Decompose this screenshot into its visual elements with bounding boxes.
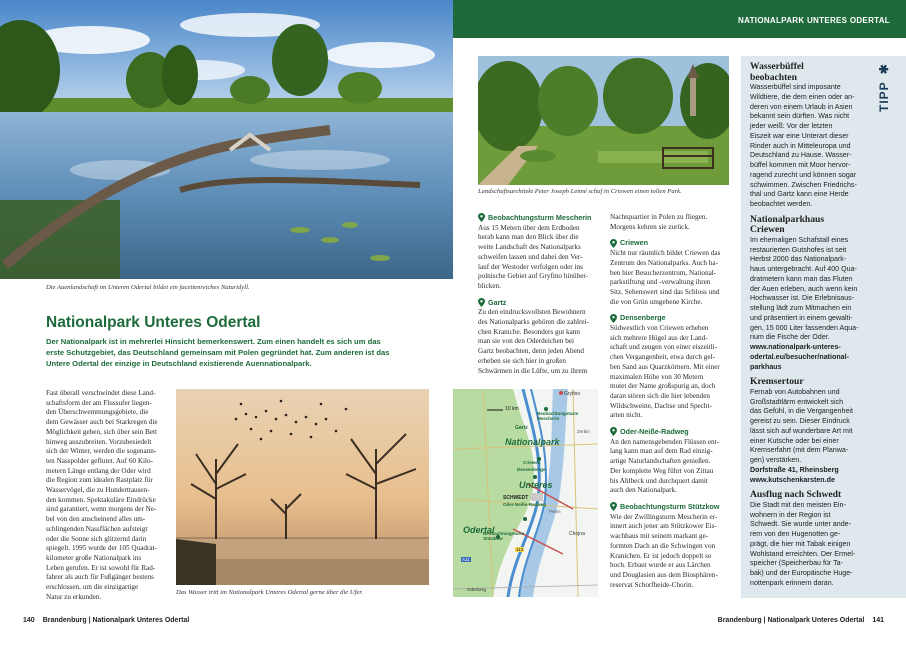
map-label-chojna: Chojna bbox=[569, 531, 585, 537]
park-photo-caption: Landschaftsarchitekt Peter Joseph Lenné schuf in Criewen einen tollen Park. bbox=[478, 188, 682, 195]
poi-line: die von Grün umgebene Kirche. bbox=[610, 297, 703, 306]
tipp-text: Die Stadt mit den meisten Ein- wohnern in der Region ist Schwedt. Sie wurde unter ande- rem von den Hugenotten ge- prägt, die hier mit Tabak einigen Wohlstand erreichten. Der Ermel- speicher (Speicherbau für Ta- bak) und der Europäische Huge- nottenpark erinnern daran. bbox=[750, 500, 856, 587]
body-line: spiegelt. 1995 wurde der 105 Quadrat- bbox=[46, 544, 157, 553]
tipp-tab bbox=[873, 58, 899, 114]
map-label-stuetzkow: Beobachtungsturm Stützkow bbox=[483, 531, 525, 541]
poi-line: formten Dach an die Schwingen von bbox=[610, 541, 716, 550]
river-landscape-photo bbox=[0, 0, 453, 279]
footer-running-title-right: Brandenburg | Nationalpark Unteres Odertal bbox=[717, 617, 865, 624]
poi-line: Wildschweine, Dachse und Specht- bbox=[610, 401, 712, 410]
lead-line: Der Nationalpark ist in mehrerlei Hinsicht bemerkenswert. Zum einen handelt es sich um das bbox=[46, 337, 381, 346]
map-label-gryfino: Gryfino bbox=[564, 391, 581, 397]
map-pin-icon bbox=[610, 427, 617, 436]
tipp-text: Wasserbüffel sind imposante Wildtiere, die dem einen oder an- deren von einem Urlaub in Asien bekannt sein dürften. Was nicht jeder weiß: Vor der letzten Eiszeit war eine Unterart dieser Rinder auch in Mitteleuropa und Deutschland zu Hause. Wasser- büffel kommen mit Moor hervor- ragend zurecht und können sogar schwimmen. Zwischen Friedrichs- thal und Gartz kann eine Herde beobachtet werden. bbox=[750, 83, 857, 208]
poi-line: bis Ahlbeck und durchquert damit bbox=[610, 476, 708, 485]
poi-line: ben hier Besucherzentrum, National- bbox=[610, 268, 717, 277]
body-line: sich der Winter, werden die sogenann- bbox=[46, 447, 157, 456]
poi-title-stuetzkow: Beobachtungsturm Stützkow bbox=[610, 502, 730, 512]
tipp-link[interactable]: www.kutschenkarsten.de bbox=[750, 475, 835, 484]
map-pin-icon bbox=[478, 213, 485, 222]
poi-line: man sie von den Oderdeichen bei bbox=[478, 337, 574, 346]
body-line: fahrer als auch für Fußgänger bestens bbox=[46, 573, 154, 582]
poi-line: schaft und zeugen von einer eiszeitli- bbox=[610, 343, 718, 352]
footer-running-title-left: Brandenburg | Nationalpark Unteres Odertal bbox=[42, 617, 190, 624]
poi-line: blicken. bbox=[478, 281, 501, 290]
map-pin-icon bbox=[610, 314, 617, 323]
body-line: die Region zum idealen Rastplatz für bbox=[46, 476, 153, 485]
map-label-113: 113 bbox=[516, 547, 524, 552]
body-line: Natur zu erkunden. bbox=[46, 592, 102, 601]
body-line: schlingenden Nassflächen aufsteigt bbox=[46, 524, 148, 533]
lead-line: erste Schutzgebiet, das Deutschland gemeinsam mit Polen gegründet hat. Zum anderen ist das bbox=[46, 348, 390, 357]
poi-line: Zentrum des Nationalparks. Auch ha- bbox=[610, 258, 718, 267]
poi-column-1 bbox=[478, 213, 598, 376]
poi-line: Der komplette Weg führt von Zittau bbox=[610, 466, 714, 475]
map-pin-icon bbox=[610, 239, 617, 248]
poi-line: Morgens kehren sie zurück. bbox=[610, 222, 690, 231]
header-banner bbox=[453, 0, 906, 38]
poi-title-criewen: Criewen bbox=[610, 238, 730, 248]
body-line: schaftsform der am Flussufer liegen- bbox=[46, 398, 152, 407]
map-label-unteres: Unteres bbox=[519, 480, 553, 490]
poi-line: mutet der Name großspurig an, doch bbox=[610, 382, 716, 391]
poi-title-oder-neisse-radweg: Oder-Neiße-Radweg bbox=[610, 427, 730, 437]
map-label-criewen: Criewen bbox=[523, 460, 541, 465]
poi-line: des Nationalparks gehören die zahlrei- bbox=[478, 318, 589, 327]
body-line: kilometer große Nationalpark ins bbox=[46, 553, 142, 562]
body-line: sind garantiert, wenn morgens der Ne- bbox=[46, 505, 157, 514]
poi-line: Kranichen. Er ist jedoch doppelt so bbox=[610, 551, 712, 560]
map-label-gartz: Gartz bbox=[515, 425, 528, 431]
poi-line: lauf der Westoder verfolgen oder ins bbox=[478, 262, 583, 271]
map-label-mescherin: Beobachtungsturm Mescherin bbox=[537, 411, 579, 421]
body-line: dem Gewässer auch bei Starkregen die bbox=[46, 418, 158, 427]
poi-line: maximalen Höhe von 30 Metern bbox=[610, 372, 704, 381]
top-photo-caption: Die Auenlandschaft im Unteren Odertal bildet ein facettenreiches Naturidyll. bbox=[46, 284, 250, 291]
tipp-heading: Wasserbüffel beobachten bbox=[750, 61, 804, 83]
tipp-heading: Kremsertour bbox=[750, 376, 804, 388]
bottom-photo-caption: Das Wasser tritt im Nationalpark Unteres Odertal gerne über die Ufer. bbox=[176, 589, 363, 596]
map-label-oderberg: Oderberg bbox=[467, 587, 487, 592]
poi-line: Nicht nur räumlich bildet Criewen das bbox=[610, 249, 721, 258]
poi-title-mescherin: Beobachtungsturm Mescherin bbox=[478, 213, 598, 223]
poi-line: Schwärmen in die Lüfte, um zu ihrem bbox=[478, 366, 588, 375]
poi-line: wachhaus mit seinem markant ge- bbox=[610, 532, 709, 541]
poi-line: Nachtquartier in Polen zu fliegen. bbox=[610, 213, 708, 221]
footer-left bbox=[23, 617, 189, 624]
body-line: Wasservögel, die zu Hunderttausen- bbox=[46, 486, 150, 495]
body-text-column bbox=[46, 389, 168, 602]
poi-line: sich mehrere Hügel aus der Land- bbox=[610, 333, 708, 342]
page-title: Nationalpark Unteres Odertal bbox=[46, 314, 261, 331]
body-line: den Überschwemmungsgebiete, die bbox=[46, 408, 149, 417]
map-label-densenberge: Densenberge bbox=[517, 467, 546, 472]
body-line: oder die Sonne sich glitzernd darin bbox=[46, 534, 147, 543]
poi-line: und Douglasien aus dem Biosphären- bbox=[610, 570, 718, 579]
map-scale: 10 km bbox=[505, 406, 519, 412]
poi-line: Sitz. Sehenswert sind das Schloss und bbox=[610, 287, 720, 296]
poi-line: schweifen lassen und dabei den Ver- bbox=[478, 252, 583, 261]
poi-line: hoch. Erbaut wurde er aus Lärchen bbox=[610, 561, 711, 570]
body-line: Leben gerufen. Er ist sowohl für Rad- bbox=[46, 563, 156, 572]
page-number-left: 140 bbox=[23, 617, 35, 624]
poi-line: Südwestlich von Criewen erheben bbox=[610, 324, 709, 333]
body-line: hinweg auszubreiten. Vorzubesiedelt bbox=[46, 437, 152, 446]
tipp-text: Fernab von Autobahnen und Großstadtlärm entwickelt sich das Gefühl, in die Vergangenheit gereist zu sein. Dieser Eindruck lässt sich auf wunderbare Art mit einer Kutsche oder bei einer Kremserfahrt (mit dem Planwa- gen) verstärken. Dorfstraße 41, Rheinsberg www.kutschenkarsten.de bbox=[750, 388, 874, 486]
map-label-pelen: Pelen bbox=[549, 509, 561, 514]
poi-line: An den namensgebenden Flüssen ent- bbox=[610, 437, 719, 446]
lead-paragraph bbox=[46, 336, 446, 369]
tipp-label: TIPP ✱ bbox=[877, 63, 891, 112]
map-label-zerbin: Zerbin bbox=[577, 429, 590, 434]
tipp-content bbox=[750, 62, 874, 589]
map-label-a11: A11 bbox=[462, 557, 470, 562]
criewen-park-photo bbox=[478, 56, 729, 185]
tipp-link[interactable]: parkhaus bbox=[750, 362, 782, 371]
body-line: erschlossen, um die einzigartige bbox=[46, 583, 139, 592]
poi-column-2 bbox=[610, 213, 730, 590]
tipp-heading: Nationalparkhaus Criewen bbox=[750, 213, 825, 236]
asterisk-icon: ✱ bbox=[877, 63, 891, 75]
lead-line: Untere Odertal der einzige in Deutschland existierende Auennationalpark. bbox=[46, 359, 312, 368]
poi-line: weite Landschaft des Nationalparks bbox=[478, 243, 581, 252]
poi-line: Aus 15 Metern über dem Erdboden bbox=[478, 223, 580, 232]
poi-line: chen Vergangenheit, etwa durch gel- bbox=[610, 353, 715, 362]
poi-line: Zu den eindrucksvollsten Bewohnern bbox=[478, 308, 586, 317]
poi-line: innert auch jener am Stützkower Eis- bbox=[610, 522, 717, 531]
poi-line: Wie der Zwillingsturm Mescherin er- bbox=[610, 512, 718, 521]
map-label-schwedt: SCHWEDT bbox=[503, 495, 529, 501]
tipp-address: Dorfstraße 41, Rheinsberg bbox=[750, 465, 839, 474]
poi-line: arten nicht. bbox=[610, 411, 643, 420]
header-banner-text: NATIONALPARK UNTERES ODERTAL bbox=[738, 16, 890, 25]
page-number-right: 141 bbox=[872, 617, 884, 624]
map-label-odertal: Odertal bbox=[463, 525, 495, 535]
poi-line: artige Naturlandschaften genießen. bbox=[610, 457, 711, 466]
poi-line: chen Kraniche. Besonders gut kann bbox=[478, 327, 580, 336]
body-line: bel von den anscheinend alles um- bbox=[46, 515, 146, 524]
map-pin-icon bbox=[478, 298, 485, 307]
poi-title-gartz: Gartz bbox=[478, 298, 598, 308]
tipp-heading: Ausflug nach Schwedt bbox=[750, 489, 842, 501]
map-label-oder-neisse: Oder-Neiße-Radweg bbox=[503, 502, 547, 507]
tipp-link[interactable]: www.nationalpark-unteres- bbox=[750, 343, 841, 351]
body-line: den kommen. Spektakuläre Eindrücke bbox=[46, 495, 156, 504]
map-pin-icon bbox=[610, 502, 617, 511]
poi-title-densenberge: Densenberge bbox=[610, 313, 730, 323]
poi-line: Gartz beobachten, denn jeden Abend bbox=[478, 347, 584, 356]
poi-line: ben Sand aus Quarzkörnern. Mit einer bbox=[610, 362, 720, 371]
poi-line: reservat Schorfheide-Chorin. bbox=[610, 580, 694, 589]
body-line: metern Länge entlang der Oder wird bbox=[46, 466, 151, 475]
body-line: Möglichkeit geben, sich über sein Bett bbox=[46, 427, 157, 436]
poi-line: erheben sie sich hier in großen bbox=[478, 356, 567, 365]
poi-line: lang kann man auf dem Rad einzig- bbox=[610, 447, 713, 456]
national-park-map bbox=[453, 389, 598, 597]
map-label-nationalpark: Nationalpark bbox=[505, 437, 560, 447]
tipp-text: Im ehemaligen Schafstall eines restaurierten Gutshofes ist seit Herbst 2000 das Nationalpark- haus untergebracht. Auf 400 Qua- dratmetern kann man das Fluten der Auen erleben, auch wenn kein Hochwasser ist. Die Erlebnisaus- stellung lädt zum Mitmachen ein und präsentiert in einem gewalti- gen, 15 000 Liter fassenden Aqua- rium die Fische der Oder. www.nationalpark-unteres- odertal.eu/besucher/national- parkhaus bbox=[750, 236, 874, 373]
poi-line: parkstiftung und -verwaltung ihren bbox=[610, 278, 711, 287]
poi-line: polnische Gebiet auf Gryfino hinüber- bbox=[478, 272, 589, 281]
sunset-floodplain-photo bbox=[176, 389, 429, 585]
poi-line: herab kann man den Blick über die bbox=[478, 233, 579, 242]
body-line: Fast überall verschwindet diese Land- bbox=[46, 389, 156, 397]
body-line: ten Nasspolder geflutet. Auf 60 Kilo- bbox=[46, 456, 153, 465]
footer-right bbox=[718, 617, 884, 624]
tipp-link[interactable]: odertal.eu/besucher/national- bbox=[750, 352, 849, 361]
poi-line: daran stören sich die hier lebenden bbox=[610, 391, 710, 400]
poi-line: auch den Nationalpark. bbox=[610, 486, 677, 495]
